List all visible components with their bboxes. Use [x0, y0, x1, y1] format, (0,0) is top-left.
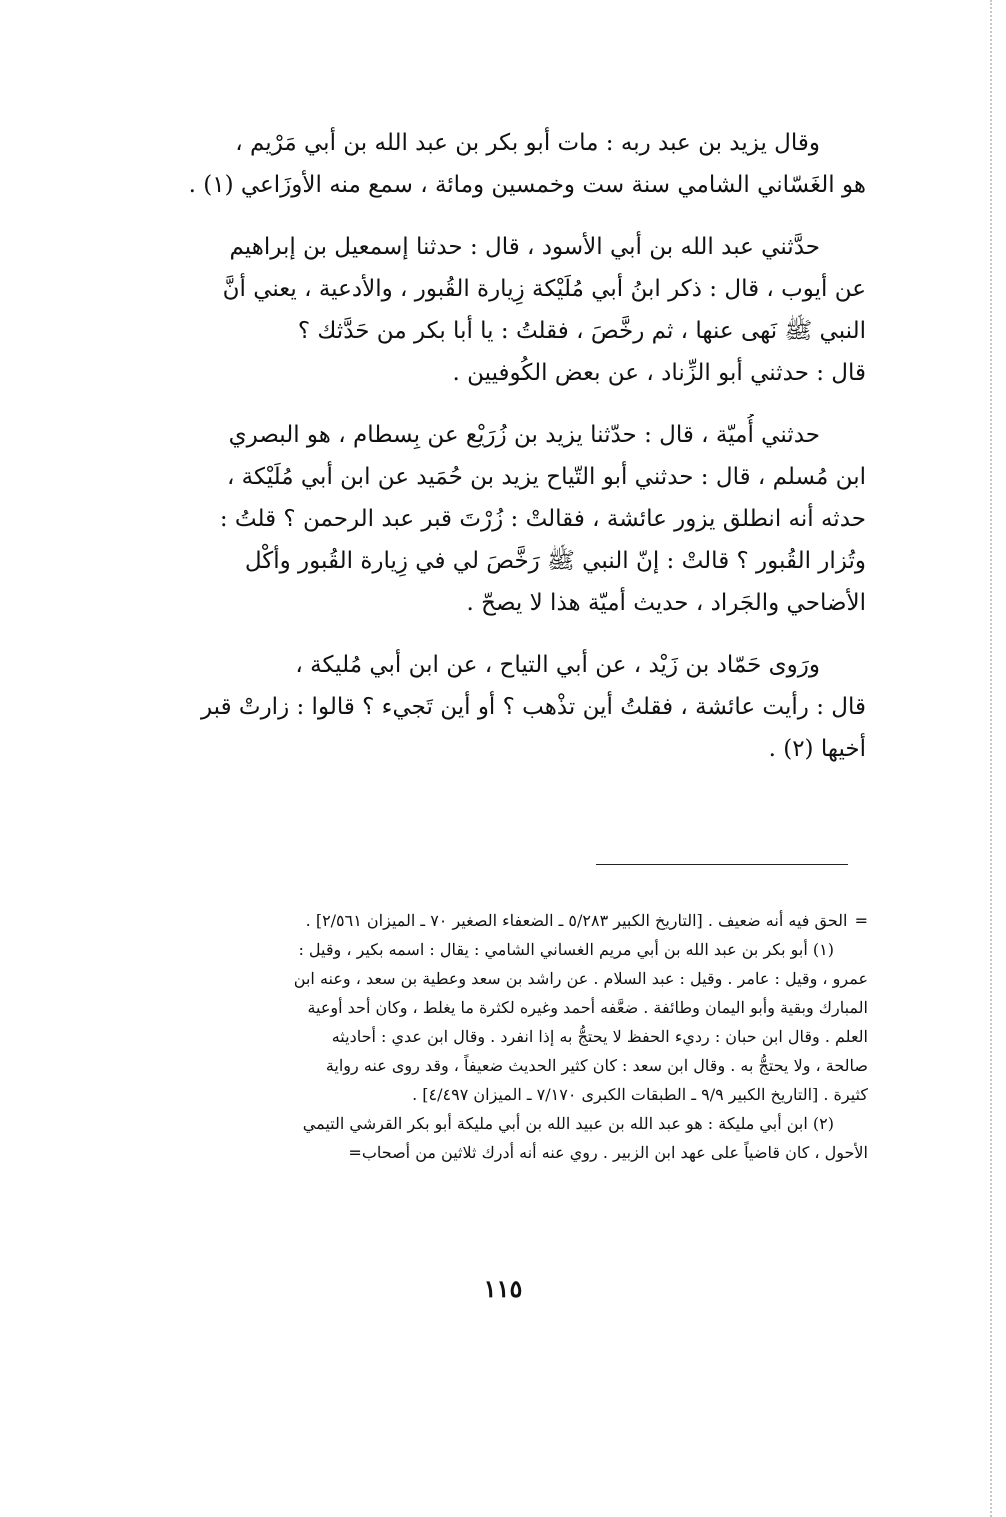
text-line: الأضاحي والجَراد ، حديث أميّة هذا لا يصحّ . [466, 590, 866, 616]
continuation-mark: = [854, 911, 868, 930]
footnote-line: صالحة ، ولا يحتجُّ به . وقال ابن سعد : كان كثير الحديث ضعيفاً ، وقد روى عنه رواية [325, 1056, 868, 1075]
text-line: قال : رأيت عائشة ، فقلتُ أين تذْهب ؟ أو أين تَجيء ؟ قالوا : زارتْ قبر [200, 694, 866, 720]
text-line: حدثه أنه انطلق يزور عائشة ، فقالتْ : زُرْتَ قبر عبد الرحمن ؟ قلتُ : [219, 506, 866, 532]
footnote-line: العلم . وقال ابن حبان : رديء الحفظ لا يحتجُّ به إذا انفرد . وقال ابن عدي : أحاديثه [331, 1027, 868, 1046]
footnote-2 [148, 1109, 868, 1167]
footnote-line [148, 1138, 868, 1167]
main-text [150, 122, 866, 790]
footnote-continuation [148, 906, 868, 935]
footnote-line [148, 906, 868, 935]
footnote-text: الأحول ، كان قاضياً على عهد ابن الزبير . روي عنه أنه أدرك ثلاثين من أصحاب [361, 1143, 868, 1162]
continuation-mark: = [348, 1143, 362, 1162]
footnote-line: كثيرة . [التاريخ الكبير ٩/٩ ـ الطبقات الكبرى ٧/١٧٠ ـ الميزان ٤/٤٩٧] . [412, 1085, 868, 1104]
text-line: عن أيوب ، قال : ذكر ابنُ أبي مُلَيْكة زِيارة القُبور ، والأدعية ، يعني أنَّ [222, 276, 866, 302]
text-line: ورَوى حَمّاد بن زَيْد ، عن أبي التياح ، عن ابن أبي مُليكة ، [295, 652, 820, 678]
text-line: وتُزار القُبور ؟ قالتْ : إنّ النبي ﷺ رَخَّصَ لي في زِيارة القُبور وأكْل [244, 548, 866, 574]
footnote-line: (١) أبو بكر بن عبد الله بن أبي مريم الغساني الشامي : يقال : اسمه بكير ، وقيل : [298, 940, 834, 959]
text-line: النبي ﷺ نَهى عنها ، ثم رخَّصَ ، فقلتُ : يا أبا بكر من حَدَّثك ؟ [297, 318, 866, 344]
text-line: قال : حدثني أبو الزِّناد ، عن بعض الكُوفيين . [452, 360, 866, 386]
text-line: وقال يزيد بن عبد ربه : مات أبو بكر بن عبد الله بن أبي مَرْيم ، [235, 130, 820, 156]
text-line: حدَّثني عبد الله بن أبي الأسود ، قال : حدثنا إسمعيل بن إبراهيم [229, 234, 820, 260]
footnotes [148, 906, 868, 1167]
paragraph [150, 226, 866, 394]
text-line: ابن مُسلم ، قال : حدثني أبو التّياح يزيد بن حُمَيد عن ابن أبي مُلَيْكة ، [226, 464, 866, 490]
footnote-1 [148, 935, 868, 1109]
paragraph [150, 414, 866, 624]
footnote-line: عمرو ، وقيل : عامر . وقيل : عبد السلام . عن راشد بن سعد وعطية بن سعد ، وعنه ابن [293, 969, 868, 988]
text-line: حدثني أُميّة ، قال : حدّثنا يزيد بن زُرَيْع عن بِسطام ، هو البصري [228, 422, 820, 448]
footnote-separator [596, 864, 848, 865]
text-line: أخيها (٢) . [768, 736, 866, 762]
paragraph [150, 644, 866, 770]
footnote-text: الحق فيه أنه ضعيف . [التاريخ الكبير ٥/٢٨٣ ـ الضعفاء الصغير ٧٠ ـ الميزان ٢/٥٦١] . [305, 911, 848, 930]
paragraph [150, 122, 866, 206]
footnote-line: المبارك وبقية وأبو اليمان وطائفة . ضعَّفه أحمد وغيره لكثرة ما يغلط ، وكان أحد أوعية [307, 998, 868, 1017]
page-number: ١١٥ [483, 1274, 523, 1303]
footnote-line: (٢) ابن أبي مليكة : هو عبد الله بن عبيد الله بن أبي مليكة أبو بكر القرشي التيمي [302, 1114, 834, 1133]
text-line: هو الغَسّاني الشامي سنة ست وخمسين ومائة ، سمع منه الأوزَاعي (١) . [188, 172, 866, 198]
